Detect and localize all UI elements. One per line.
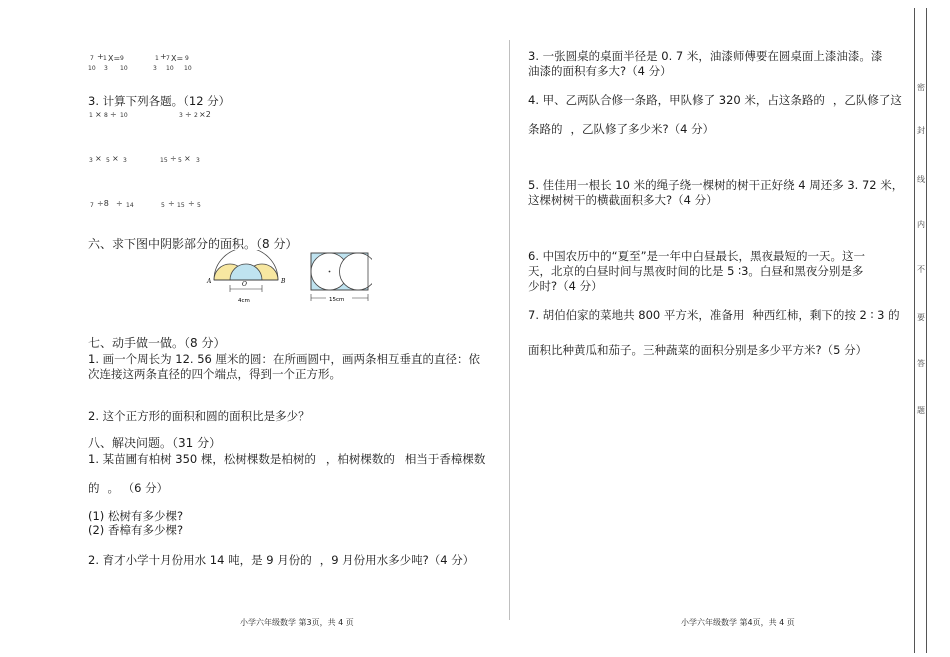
binding-char: 内 <box>917 220 925 229</box>
q8-sub-1: (1) 松树有多少棵? <box>88 509 184 523</box>
frac-num: 7 <box>90 55 94 62</box>
shaded-rectangle-circles-figure <box>308 250 372 308</box>
frac-num: 2 <box>194 112 198 119</box>
binding-char: 题 <box>917 406 925 415</box>
frac-den: 3 <box>153 65 157 72</box>
q8-text-part: 2. 育才小学十月份用水 14 吨，是 9 月份的 <box>88 553 312 567</box>
label-a: A <box>207 278 212 285</box>
eq-symbol: ÷8 <box>97 199 109 208</box>
r-q6-line-3: 少时?（4 分） <box>528 279 603 293</box>
r-q4-text-part: ，乙队修了这 <box>832 93 902 107</box>
r-q7-text-part: 7. 胡伯伯家的菜地共 800 平方米，准备用 <box>528 308 745 322</box>
frac-num: 9 <box>185 55 189 62</box>
frac-num: 3 <box>179 112 183 119</box>
r-q7-text-part: 种西红柿，剩下的按 2 ∶ 3 的 <box>752 308 900 322</box>
binding-line <box>926 8 927 653</box>
r-q3-line-1: 3. 一张圆桌的桌面半径是 0. 7 米，油漆师傅要在圆桌面上漆油漆。漆 <box>528 49 883 63</box>
binding-line <box>914 8 915 653</box>
binding-char: 不 <box>917 265 925 274</box>
q8-text-part: 的 <box>88 481 100 495</box>
eq-symbol: + <box>97 52 104 61</box>
frac-num: 10 <box>120 112 128 119</box>
q8-item-1-line-2 <box>88 481 168 495</box>
frac-num: 14 <box>126 202 134 209</box>
frac-num: 3 <box>123 157 127 164</box>
page-footer-right: 小学六年级数学 第4页，共 4 页 <box>681 618 795 627</box>
r-q4-text-part: 4. 甲、乙两队合修一条路，甲队修了 320 米，占这条路的 <box>528 93 825 107</box>
eq-symbol: ÷ <box>170 154 177 163</box>
q7-item-1-line-2: 次连接这两条直径的四个端点，得到一个正方形。 <box>88 367 341 381</box>
eq-symbol: ÷ <box>188 199 195 208</box>
eq-symbol: ×2 <box>199 110 211 119</box>
q6-title: 六、求下图中阴影部分的面积。（8 分） <box>88 237 298 251</box>
frac-num: 1 <box>155 55 159 62</box>
frac-num: 5 <box>178 157 182 164</box>
eq-symbol: + <box>160 52 167 61</box>
frac-den: 10 <box>184 65 192 72</box>
q8-sub-2: (2) 香樟有多少棵? <box>88 523 184 537</box>
frac-num: 1 <box>89 112 93 119</box>
frac-num: 15 <box>160 157 168 164</box>
q8-text-part: 相当于香樟棵数 <box>404 452 486 466</box>
q8-text-part: 。 （6 分） <box>107 481 169 495</box>
eq-symbol: × <box>95 110 102 119</box>
r-q6-line-2: 天，北京的白昼时间与黑夜时间的比是 5 ∶3。白昼和黑夜分别是多 <box>528 264 864 278</box>
frac-num: 7 <box>166 55 170 62</box>
frac-num: 5 <box>197 202 201 209</box>
frac-num: 7 <box>90 202 94 209</box>
frac-num: 3 <box>89 157 93 164</box>
shaded-semicircle-figure <box>204 250 288 306</box>
r-q5-line-2: 这棵树树干的横截面积多大?（4 分） <box>528 193 718 207</box>
q3-title: 3. 计算下列各题。（12 分） <box>88 94 231 108</box>
eq-symbol: × <box>95 154 102 163</box>
eq-symbol: × <box>112 154 119 163</box>
r-q6-line-1: 6. 中国农历中的“夏至”是一年中白昼最长，黑夜最短的一天。这一 <box>528 249 866 263</box>
q8-text-part: ，9 月份用水多少吨?（4 分） <box>319 553 475 567</box>
binding-char: 线 <box>917 175 925 184</box>
frac-den: 10 <box>120 65 128 72</box>
r-q3-line-2: 油漆的面积有多大?（4 分） <box>528 64 672 78</box>
frac-num: 1 <box>103 55 107 62</box>
frac-num: 15 <box>177 202 185 209</box>
r-q7-line-2: 面积比种黄瓜和茄子。三种蔬菜的面积分别是多少平方米?（5 分） <box>528 343 868 357</box>
q8-title: 八、解决问题。（31 分） <box>88 436 222 450</box>
dimension-label: 15cm <box>329 297 345 303</box>
q8-text-part: 1. 某苗圃有柏树 350 棵，松树棵数是柏树的 <box>88 452 316 466</box>
r-q5-line-1: 5. 佳佳用一根长 10 米的绳子绕一棵树的树干正好绕 4 周还多 3. 72 米， <box>528 178 904 192</box>
q7-item-1-line-1: 1. 画一个周长为 12. 56 厘米的圆：在所画圆中，画两条相互垂直的直径：依 <box>88 352 481 366</box>
label-o: O <box>242 281 247 288</box>
r-q4-text-part: ，乙队修了多少米?（4 分） <box>570 122 715 136</box>
r-q4-line-2 <box>528 122 714 136</box>
frac-den: 3 <box>104 65 108 72</box>
binding-strip <box>912 0 950 657</box>
eq-symbol: ÷ <box>168 199 175 208</box>
binding-char: 要 <box>917 313 925 322</box>
q8-item-1-line-1 <box>88 452 485 466</box>
r-q7-line-1 <box>528 308 900 322</box>
eq-symbol: ÷ <box>110 110 117 119</box>
binding-char: 密 <box>917 83 925 92</box>
q8-item-2 <box>88 553 474 567</box>
page-footer-left: 小学六年级数学 第3页，共 4 页 <box>240 618 354 627</box>
q7-title: 七、动手做一做。（8 分） <box>88 336 226 350</box>
q8-text-part: ，柏树棵数的 <box>325 452 395 466</box>
frac-num: 3 <box>196 157 200 164</box>
eq-symbol: × <box>184 154 191 163</box>
eq-symbol: X= <box>171 54 184 63</box>
eq-symbol: ÷ <box>116 199 123 208</box>
binding-char: 封 <box>917 126 925 135</box>
dimension-label: 4cm <box>238 298 250 304</box>
r-q4-text-part: 条路的 <box>528 122 563 136</box>
r-q4-line-1 <box>528 93 902 107</box>
eq-symbol: X= <box>108 54 121 63</box>
frac-den: 10 <box>88 65 96 72</box>
eq-symbol: ÷ <box>185 110 192 119</box>
frac-den: 10 <box>166 65 174 72</box>
frac-num: 5 <box>161 202 165 209</box>
binding-char: 答 <box>917 359 925 368</box>
q7-item-2: 2. 这个正方形的面积和圆的面积比是多少？ <box>88 409 310 423</box>
page-divider <box>509 40 510 620</box>
frac-num: 5 <box>106 157 110 164</box>
frac-num: 8 <box>104 112 108 119</box>
frac-num: 9 <box>120 55 124 62</box>
label-b: B <box>281 278 286 285</box>
